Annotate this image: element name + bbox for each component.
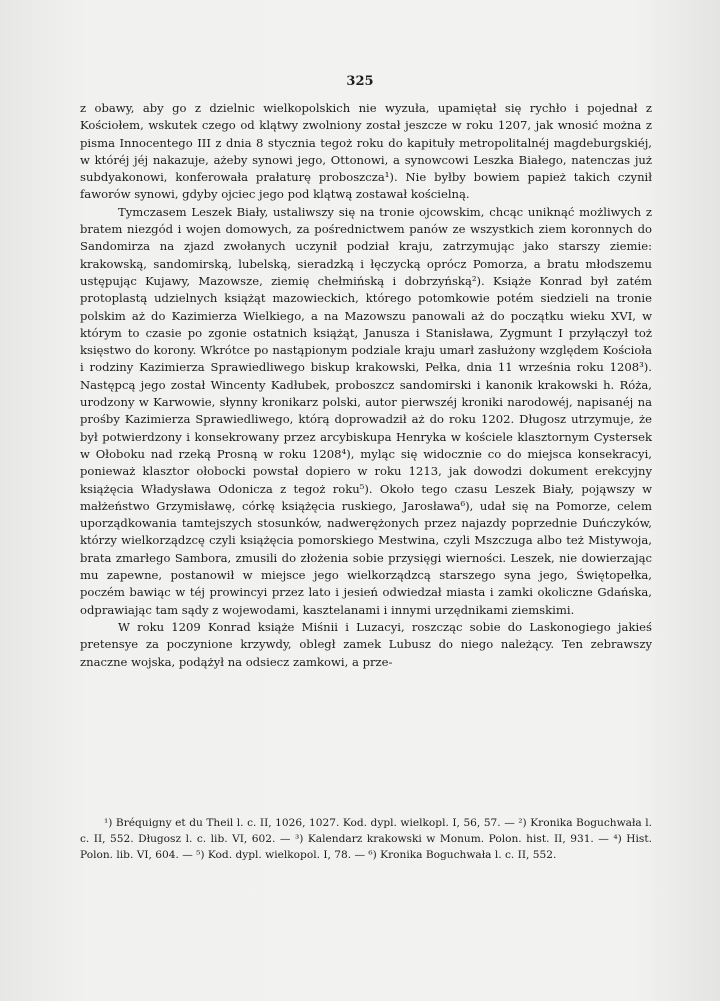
- paragraph-continuation: z obawy, aby go z dzielnic wielkopolskich nie wyzuła, upamiętał się rychło i pojednał z Kościołem, wskutek czego od klątwy zwolniony został jeszcze w roku 1207, jak wnosić można z pisma Innocentego III z dnia 8 stycznia tegoż roku do kapituły metropolitalnéj magdeburgskiéj, w któréj jéj nakazuje, ażeby synowi jego, Ottonowi, a synowcowi Leszka Białego, natenczas już subdyakonowi, konferowała prałaturę proboszcza¹). Nie byłby bowiem papież takich czynił faworów synowi, gdyby ojciec jego pod klątwą zostawał kościelną.: [80, 101, 652, 202]
- footnotes: [80, 816, 652, 863]
- footnote-text: ¹) Bréquigny et du Theil l. c. II, 1026, 1027. Kod. dypl. wielkopl. I, 56, 57. — ²) Kronika Boguchwała l. c. II, 552. Długosz l. c. lib. VI, 602. — ³) Kalendarz krakowski w Monum. Polon. hist. II, 931. — ⁴) Hist. Polon. lib. VI, 604. — ⁵) Kod. dypl. wielkopol. I, 78. — ⁶) Kronika Boguchwała l. c. II, 552.: [80, 817, 652, 861]
- main-text: [80, 100, 652, 671]
- page-number: 325: [346, 74, 374, 89]
- paragraph-konrad-misnia: W roku 1209 Konrad książe Miśnii i Luzacyi, roszcząc sobie do Laskonogiego jakieś pretensye za poczynione krzywdy, obległ zamek Lubusz do niego należący. Ten zebrawszy znaczne wojska, podążył na odsiecz zamkowi, a prze-: [80, 619, 652, 669]
- paragraph-leszek-bialy: Tymczasem Leszek Biały, ustaliwszy się na tronie ojcowskim, chcąc uniknąć możliwych z bratem niezgód i wojen domowych, za pośrednictwem panów ze wszystkich ziem koronnych do Sandomirza na zjazd zwołanych uczynił podział kraju, zatrzymując jako starszy ziemie: krakowską, sandomirską, lubelską, sieradzką i łęczycką oprócz Pomorza, a bratu młodszemu ustępując Kujawy, Mazowsze, ziemię chełmińską i dobrzyńską²). Książe Konrad był zatém protoplastą udzielnych książąt mazowieckich, którego potomkowie potém siedzieli na tronie polskim aż do Kazimierza Wielkiego, a na Mazowszu panowali aż do początku wieku XVI, w którym to czasie po zgonie ostatnich książąt, Janusza i Stanisława, Zygmunt I przyłączył toż księstwo do korony. Wkrótce po nastąpionym podziale kraju umarł zasłużony względem Kościoła i rodziny Kazimierza Sprawiedliwego biskup krakowski, Pełka, dnia 11 września roku 1208³). Następcą jego został Wincenty Kadłubek, proboszcz sandomirski i kanonik krakowski h. Róża, urodzony w Karwowie, słynny kronikarz polski, autor pierwszéj kroniki narodowéj, napisanéj na prośby Kazimierza Sprawiedliwego, którą doprowadził aż do roku 1202. Długosz utrzymuje, że był potwierdzony i konsekrowany przez arcybiskupa Henryka w kościele klasztornym Cystersek w Ołoboku nad rzeką Prosną w roku 1208⁴), myląc się widocznie co do miejsca konsekracyi, ponieważ klasztor ołobocki powstał dopiero w roku 1213, jak dowodzi dokument erekcyjny książęcia Władysława Odonicza z tegoż roku⁵). Około tego czasu Leszek Biały, pojąwszy w małżeństwo Grzymisławę, córkę książęcia ruskiego, Jarosława⁶), udał się na Pomorze, celem uporządkowania tamtejszych stosunków, nadwerężonych przez najazdy poprzednie Duńczyków, którzy wielkorządzcę czyli książęcia pomorskiego Mestwina, czyli Mszczuga albo też Mistywoja, brata zmarłego Sambora, zmusili do złożenia sobie przysięgi wierności. Leszek, nie dowierzając mu zapewne, postanowił w miejsce jego wielkorządzcą starszego syna jego, Świętopełka, poczém bawiąc w téj prowincyi przez lato i jesień odwiedzał miasta i zamki okoliczne Gdańska, odprawiając tam sądy z wojewodami, kasztelanami i innymi urzędnikami ziemskimi.: [80, 204, 652, 617]
